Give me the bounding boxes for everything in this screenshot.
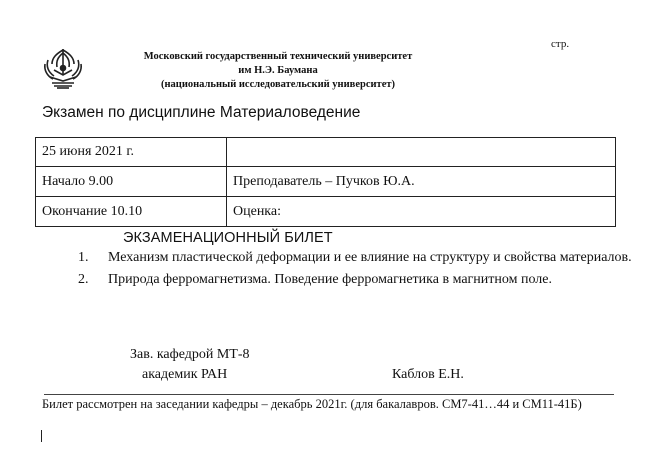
list-item bbox=[70, 248, 638, 267]
end-time-cell: Окончание 10.10 bbox=[36, 197, 227, 227]
blank-cell bbox=[227, 138, 616, 167]
university-line-2: им Н.Э. Баумана bbox=[238, 65, 318, 76]
university-emblem-icon bbox=[40, 44, 86, 92]
start-time-cell: Начало 9.00 bbox=[36, 167, 227, 197]
department-head-name: Каблов Е.Н. bbox=[392, 367, 464, 382]
ticket-title: ЭКЗАМЕНАЦИОННЫЙ БИЛЕТ bbox=[123, 230, 333, 246]
department-head-title: академик РАН bbox=[142, 367, 228, 382]
teacher-cell: Преподаватель – Пучков Ю.А. bbox=[227, 167, 616, 197]
page-label: стр. bbox=[551, 38, 570, 50]
table-row bbox=[36, 167, 616, 197]
list-item bbox=[70, 270, 638, 289]
department-head-position: Зав. кафедрой МТ-8 bbox=[130, 347, 250, 362]
exam-info-table bbox=[35, 137, 616, 227]
text-cursor bbox=[41, 430, 42, 442]
grade-cell: Оценка: bbox=[227, 197, 616, 227]
exam-date-cell: 25 июня 2021 г. bbox=[36, 138, 227, 167]
footer-note: Билет рассмотрен на заседании кафедры – декабрь 2021г. (для бакалавров. СМ7-41…44 и СМ11-41Б) bbox=[42, 397, 582, 411]
question-list bbox=[70, 248, 638, 292]
divider bbox=[44, 394, 614, 395]
university-name bbox=[100, 50, 456, 92]
question-text: Механизм пластической деформации и ее влияние на структуру и свойства материалов. bbox=[108, 250, 632, 265]
question-number: 2. bbox=[78, 272, 89, 287]
table-row bbox=[36, 138, 616, 167]
question-number: 1. bbox=[78, 250, 89, 265]
exam-title: Экзамен по дисциплине Материаловедение bbox=[42, 104, 361, 121]
question-text: Природа ферромагнетизма. Поведение ферромагнетика в магнитном поле. bbox=[108, 272, 552, 287]
university-line-1: Московский государственный технический университет bbox=[143, 51, 413, 62]
university-line-3: (национальный исследовательский университет) bbox=[160, 79, 396, 90]
table-row bbox=[36, 197, 616, 227]
